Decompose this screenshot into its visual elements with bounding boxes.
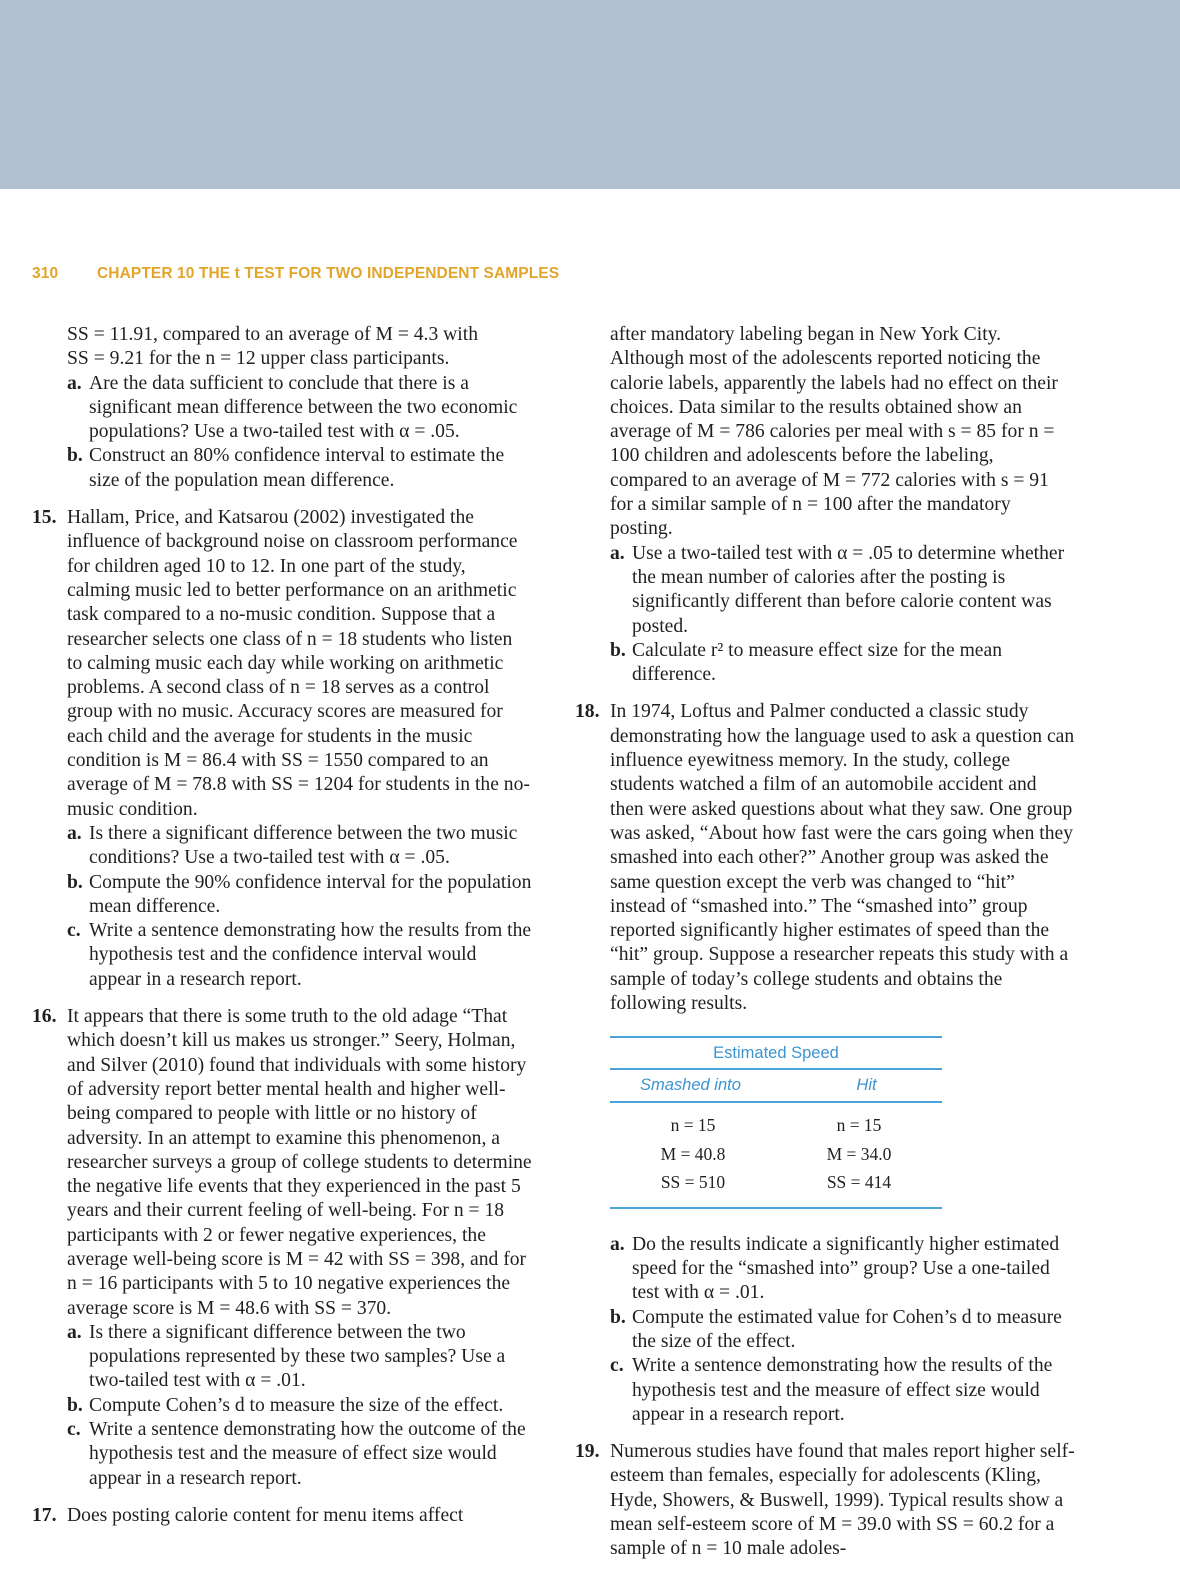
part-text: Compute the 90% confidence interval for the population mean difference. <box>89 871 532 917</box>
question-18 <box>575 700 1075 1016</box>
continued-line-2: SS = 9.21 for the n = 12 upper class participants. <box>67 348 450 370</box>
question-text: Hallam, Price, and Katsarou (2002) investigated the influence of background noise on classroom performance for children aged 10 to 12. In one part of the study, calming music led to better performance on an arithmetic task compared to a no-music condition. Suppose that a researcher selects one class of n = 18 students who listen to calming music each day while working on arithmetic problems. A second class of n = 18 serves as a control group with no music. Accuracy scores are measured for each child and the average for students in the music condition is M = 86.4 with SS = 1550 compared to an average of M = 78.8 with SS = 1204 for students in the no-music condition. <box>67 507 530 820</box>
table-cell: n = 15 <box>836 1115 882 1136</box>
table-cell: M = 40.8 <box>660 1143 726 1164</box>
right-column <box>575 323 1075 1562</box>
question-number: 18. <box>575 701 600 723</box>
part-label: a. <box>67 822 82 844</box>
table-cell: SS = 414 <box>826 1172 892 1193</box>
part-label: b. <box>610 639 626 661</box>
top-color-band <box>0 0 1180 189</box>
part-text: Compute the estimated value for Cohen’s d to measure the size of the effect. <box>632 1306 1062 1352</box>
table-header-row <box>610 1070 942 1101</box>
table-body <box>610 1103 942 1207</box>
part-text: Construct an 80% confidence interval to estimate the size of the population mean difference. <box>89 445 505 491</box>
part-label: b. <box>67 871 83 893</box>
q17-continued-text: after mandatory labeling began in New York City. Although most of the adolescents reported noticing the calorie labels, apparently the labels had no effect on their choices. Data similar to the results obtained show an average of M = 786 calories per meal with s = 85 for n = 100 children and adolescents before the labeling, compared to an average of M = 772 calories with s = 91 for a similar sample of n = 100 after the mandatory posting. <box>610 324 1058 540</box>
q15-part-b <box>32 871 532 920</box>
part-label: a. <box>67 372 82 394</box>
part-label: b. <box>67 1394 83 1416</box>
table-caption: Estimated Speed <box>713 1044 839 1063</box>
part-label: c. <box>610 1355 624 1377</box>
part-text: Is there a significant difference between the two music conditions? Use a two-tailed test with α = .05. <box>89 822 518 869</box>
question-number: 17. <box>32 1504 57 1526</box>
question-text: Does posting calorie content for menu items affect <box>67 1504 464 1526</box>
part-label: a. <box>610 1233 625 1255</box>
q17-part-a <box>575 542 1075 639</box>
part-text: Write a sentence demonstrating how the results from the hypothesis test and the confidence interval would appear in a research report. <box>89 920 532 990</box>
part-text: Compute Cohen’s d to measure the size of the effect. <box>89 1394 504 1416</box>
left-column <box>32 323 532 1528</box>
table-column-smashed <box>610 1111 776 1197</box>
question-text: It appears that there is some truth to the old adage “That which doesn’t kill us makes us stronger.” Seery, Holman, and Silver (2010) found that individuals with some history of adversity report better mental health and higher well-being compared to people with little or no history of adversity. In an attempt to examine this phenomenon, a researcher surveys a group of college students to determine the negative life events that they experienced in the past 5 years and their current feeling of well-being. For n = 18 participants with 2 or fewer negative experiences, the average well-being score is M = 42 with SS = 398, and for n = 16 participants with 5 to 10 negative experiences the average score is M = 48.6 with SS = 370. <box>67 1006 532 1319</box>
q17-part-b <box>575 639 1075 688</box>
question-17-start <box>32 1504 532 1528</box>
table-column-hit <box>776 1111 942 1197</box>
part-label: b. <box>610 1306 626 1328</box>
part-text: Write a sentence demonstrating how the outcome of the hypothesis test and the measure of effect size would appear in a research report. <box>89 1419 526 1489</box>
part-text: Do the results indicate a significantly higher estimated speed for the “smashed into” group? Use a one-tailed test with α = .01. <box>632 1233 1060 1304</box>
part-label: c. <box>67 920 81 942</box>
table-cell: SS = 510 <box>660 1172 726 1193</box>
chapter-title: CHAPTER 10 THE t TEST FOR TWO INDEPENDENT SAMPLES <box>97 265 560 282</box>
part-label: a. <box>67 1321 82 1343</box>
question-19-start <box>575 1440 1075 1561</box>
q15-part-c <box>32 919 532 992</box>
question-number: 16. <box>32 1006 57 1028</box>
table-cell: n = 15 <box>670 1115 716 1136</box>
q18-part-b <box>575 1306 1075 1355</box>
table-rule-bottom <box>610 1207 942 1209</box>
q14-part-b <box>32 444 532 493</box>
table-cell: M = 34.0 <box>826 1143 892 1164</box>
page-number: 310 <box>32 265 59 282</box>
column-header-hit: Hit <box>856 1076 877 1095</box>
continued-line-1: SS = 11.91, compared to an average of M = 4.3 with <box>67 324 478 345</box>
q18-part-c <box>575 1354 1075 1427</box>
column-header-smashed: Smashed into <box>640 1076 741 1095</box>
part-text: Use a two-tailed test with α = .05 to determine whether the mean number of calories after the posting is significantly different than before calorie content was posted. <box>632 542 1065 637</box>
q16-part-c <box>32 1418 532 1491</box>
q16-part-a <box>32 1321 532 1394</box>
q15-part-a <box>32 822 532 871</box>
part-text: Write a sentence demonstrating how the results of the hypothesis test and the measure of effect size would appear in a research report. <box>632 1355 1053 1425</box>
question-number: 15. <box>32 507 57 529</box>
question-text: In 1974, Loftus and Palmer conducted a classic study demonstrating how the language used to ask a question can influence eyewitness memory. In the study, college students watched a film of an automobile accident and then were asked questions about what they saw. One group was asked, “About how fast were the cars going when they smashed into each other?” Another group was asked the same question except the verb was changed to “hit” instead of “smashed into.” The “smashed into” group reported significantly higher estimates of speed than the “hit” group. Suppose a researcher repeats this study with a sample of today’s college students and obtains the following results. <box>610 701 1075 1015</box>
part-label: b. <box>67 445 83 467</box>
question-16 <box>32 1005 532 1321</box>
part-label: a. <box>610 542 625 564</box>
part-text: Calculate r² to measure effect size for the mean difference. <box>632 639 1002 686</box>
estimated-speed-table <box>610 1036 942 1209</box>
question-number: 19. <box>575 1441 600 1463</box>
question-15 <box>32 506 532 822</box>
q16-part-b <box>32 1394 532 1418</box>
question-text: Numerous studies have found that males report higher self-esteem than females, especially for adolescents (Kling, Hyde, Showers, & Buswell, 1999). Typical results show a mean self-esteem score of M = 39.0 with SS = 60.2 for a sample of n = 10 male adoles- <box>610 1441 1075 1560</box>
running-head <box>32 265 1152 287</box>
q14-part-a <box>32 372 532 445</box>
part-label: c. <box>67 1419 81 1441</box>
part-text: Are the data sufficient to conclude that there is a significant mean difference between the two economic populations? Use a two-tailed test with α = .05. <box>89 372 518 443</box>
part-text: Is there a significant difference between the two populations represented by these two samples? Use a two-tailed test with α = .01. <box>89 1321 506 1392</box>
q18-part-a <box>575 1233 1075 1306</box>
